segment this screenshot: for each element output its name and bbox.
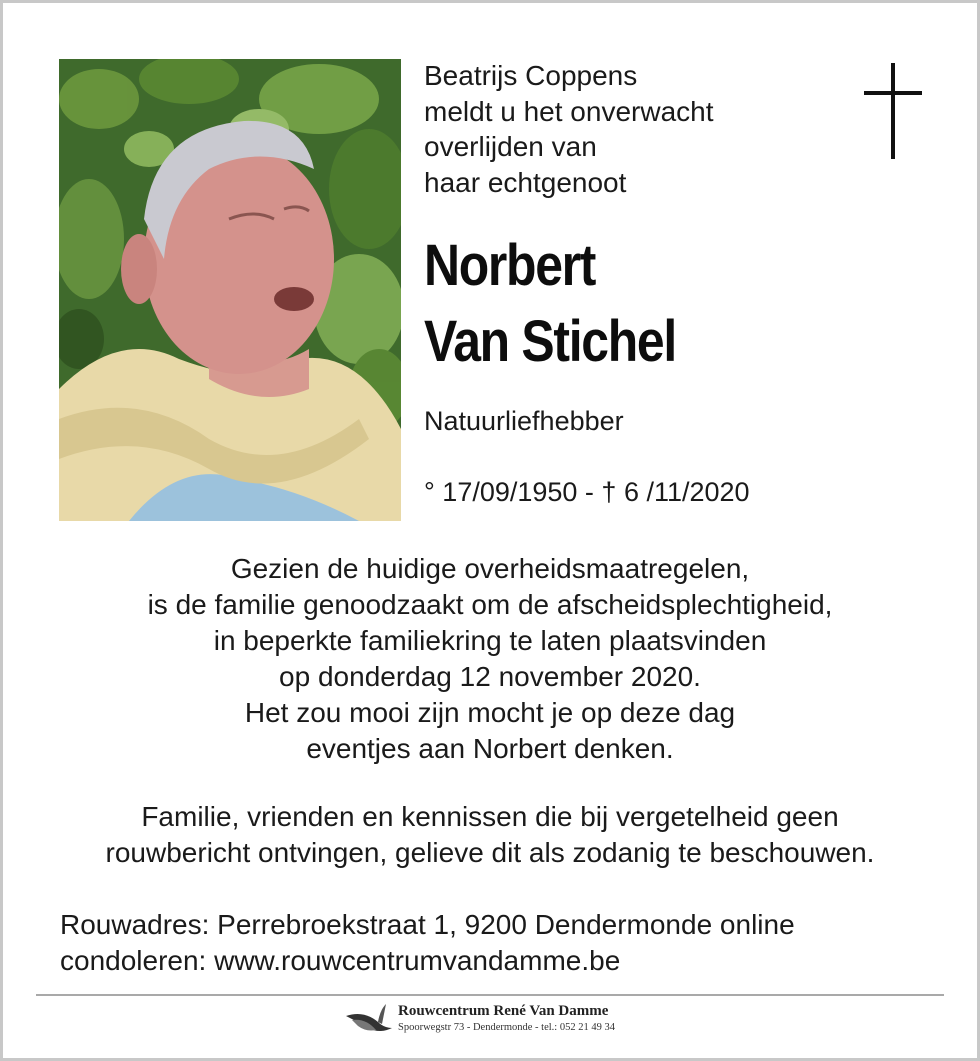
paragraph-line: Gezien de huidige overheidsmaatregelen, (230, 553, 750, 584)
intro-line: haar echtgenoot (424, 166, 627, 198)
intro-line: meldt u het onverwacht (424, 95, 714, 127)
paragraph-line: Het zou mooi zijn mocht je op deze dag (244, 697, 736, 728)
life-dates: ° 17/09/1950 - † 6 /11/2020 (424, 477, 750, 507)
paragraph-line: in beperkte familiekring te laten plaatsvinden (213, 625, 767, 656)
portrait-photo (59, 59, 401, 521)
ceremony-paragraph (0, 551, 980, 767)
intro-line: overlijden van (424, 131, 597, 162)
last-name: Van Stichel (424, 309, 676, 374)
paragraph-line: Familie, vrienden en kennissen die bij vergetelheid geen (141, 801, 839, 832)
divider (36, 994, 944, 996)
paragraph-line: op donderdag 12 november 2020. (279, 661, 701, 692)
address-line: condoleren: www.rouwcentrumvandamme.be (60, 945, 621, 976)
company-name: Rouwcentrum René Van Damme (398, 1003, 609, 1019)
company-address: Spoorwegstr 73 - Dendermonde - tel.: 052 21 49 34 (398, 1022, 615, 1033)
intro-line: Beatrijs Coppens (424, 60, 638, 91)
paragraph-line: is de familie genoodzaakt om de afscheidsplechtigheid, (147, 589, 833, 620)
first-name: Norbert (424, 233, 596, 298)
cross-icon (864, 63, 922, 159)
notice-paragraph (0, 799, 980, 871)
paragraph-line: rouwbericht ontvingen, gelieve dit als zodanig te beschouwen. (105, 837, 875, 868)
funeral-home-footer (344, 1002, 664, 1042)
intro-text (424, 58, 714, 200)
deceased-name (424, 228, 676, 380)
address-line: Rouwadres: Perrebroekstraat 1, 9200 Dendermonde online (60, 909, 795, 940)
descriptor: Natuurliefhebber (424, 406, 624, 436)
paragraph-line: eventjes aan Norbert denken. (306, 733, 674, 764)
bird-logo-icon (344, 1002, 394, 1038)
mourning-address (60, 907, 795, 979)
